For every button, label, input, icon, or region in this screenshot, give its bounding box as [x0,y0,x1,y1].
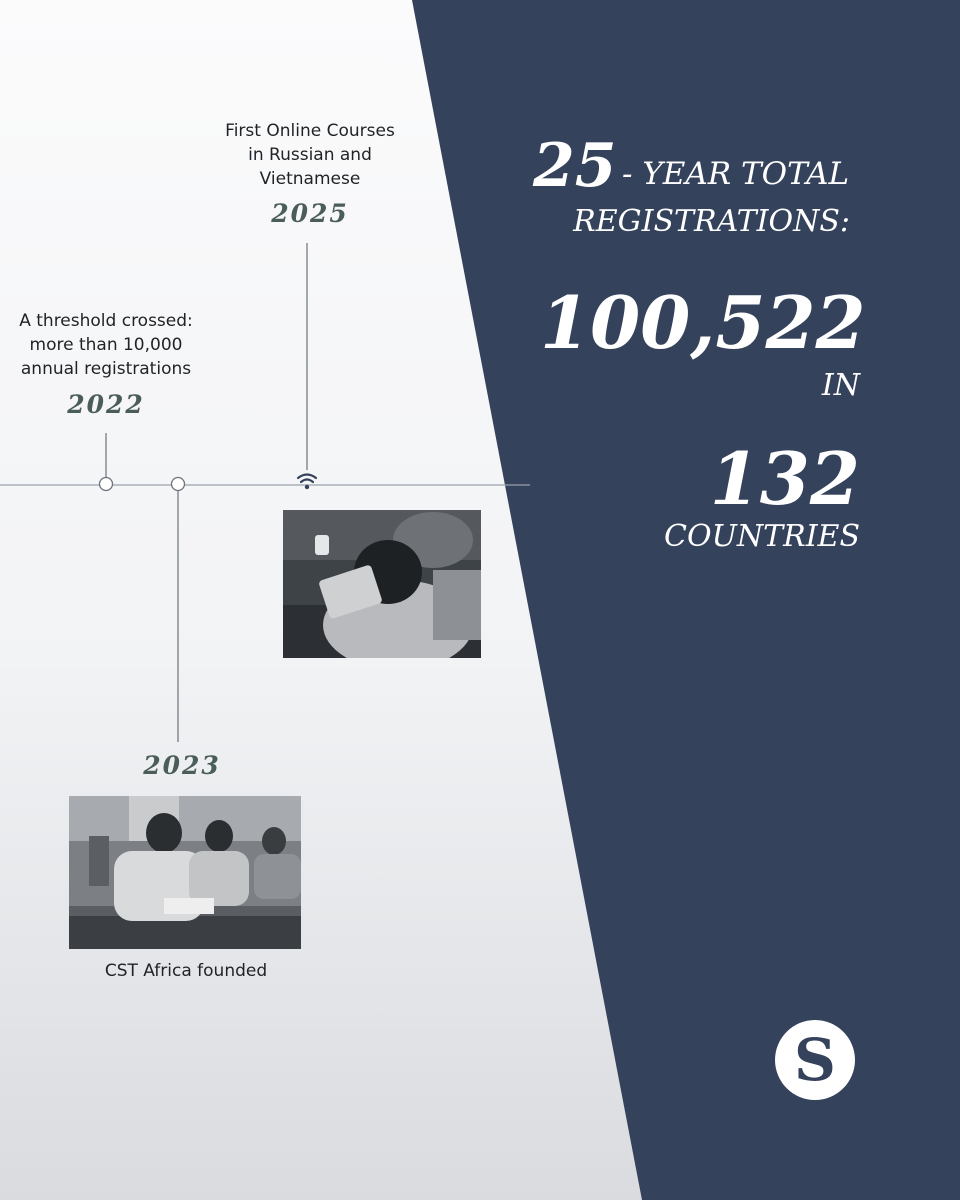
event-2022-line-1: A threshold crossed: [19,311,193,331]
photo-student-reading [283,510,481,658]
event-2022-line-2: more than 10,000 [29,335,183,355]
event-2022-text [0,309,212,381]
logo-letter: S [794,1026,836,1094]
event-2025-line-2: in Russian and [248,145,372,165]
event-2025-text [200,119,420,191]
countries-number: 132 [709,436,860,521]
brand-logo [775,1020,855,1100]
countries-label: COUNTRIES [664,519,860,554]
in-label: IN [821,368,860,403]
years-suffix: - YEAR TOTAL [622,156,850,192]
wifi-icon [298,475,316,490]
event-2022-year: 2022 [67,390,145,419]
event-2022-line-3: annual registrations [20,359,192,379]
photo-cst-africa-class [69,796,301,949]
event-2023-year: 2023 [143,751,221,780]
event-2023-caption: CST Africa founded [104,961,268,981]
event-2025-line-3: Vietnamese [259,169,361,189]
event-2025-year: 2025 [271,199,349,228]
years-number: 25 [533,131,617,201]
registrations-label: REGISTRATIONS: [573,204,850,239]
marker-2022 [100,478,113,491]
event-2025-line-1: First Online Courses [225,121,395,141]
marker-2023 [172,478,185,491]
total-registrations: 100,522 [540,280,866,365]
